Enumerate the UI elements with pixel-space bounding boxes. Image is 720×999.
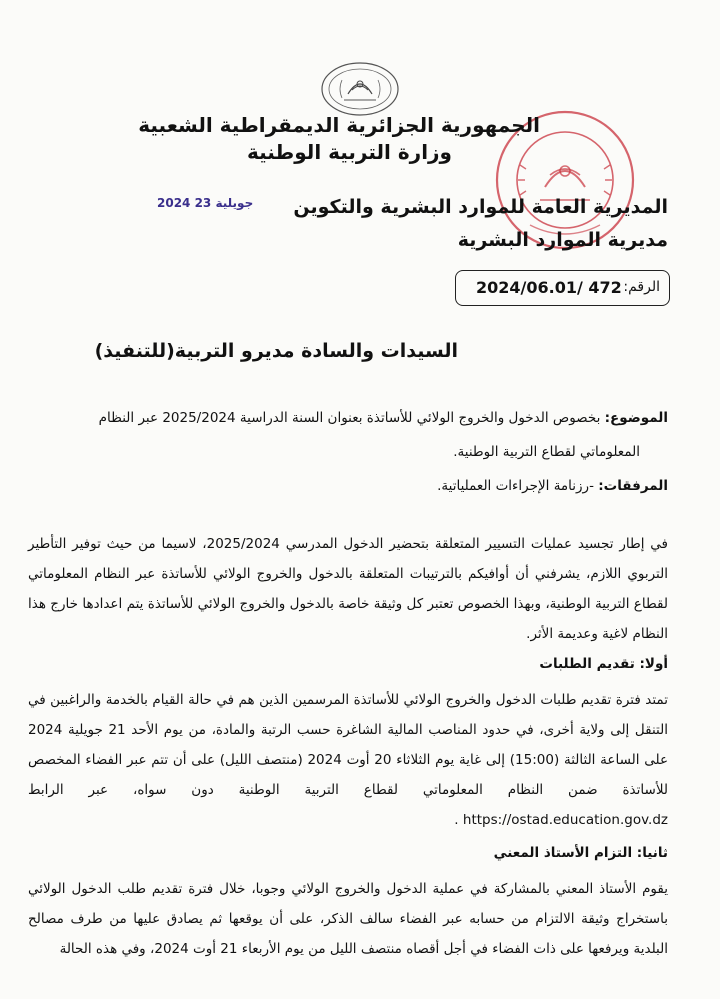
- section1-paragraph: تمتد فترة تقديم طلبات الدخول والخروج الولائي للأساتذة المرسمين الذين هم في حالة القيام بالخدمة والراغبين في التنقل إلى ولاية أخرى، في حدود المناصب المالية الشاغرة حسب الرتبة والمادة، من يوم الأحد 21 جويلية 2024 على الساعة الثالثة (15:00) إلى غاية يوم الثلاثاء 20 أوت 2024 (منتصف الليل) على أن تتم عبر الفضاء المخصص للأساتذة ضمن النظام المعلوماتي لقطاع التربية الوطنية دون سواه، عبر الرابط https://ostad.education.gov.dz .: [28, 692, 669, 828]
- subject-continuation: المعلوماتي لقطاع التربية الوطنية.: [453, 444, 640, 460]
- ministry-name: وزارة التربية الوطنية: [246, 140, 452, 164]
- attachments-line: [437, 471, 668, 501]
- reference-label: الرقم:: [623, 279, 660, 295]
- section1-title: أولا: تقديم الطلبات: [539, 656, 668, 672]
- directorate: مديرية الموارد البشرية: [457, 229, 668, 251]
- directorate-general: المديرية العامة للموارد البشرية والتكوين: [293, 196, 668, 218]
- subject-label: الموضوع:: [604, 410, 668, 426]
- attachments-text: -رزنامة الإجراءات العملياتية.: [437, 478, 594, 494]
- intro-paragraph: في إطار تجسيد عمليات التسيير المتعلقة بتحضير الدخول المدرسي 2025/2024، لاسيما من حيث توفير التأطير التربوي اللازم، يشرفني أن أوافيكم بالترتيبات المتعلقة بالدخول والخروج الولائي للأساتذة عبر النظام المعلوماتي لقطاع التربية الوطنية، وبهذا الخصوص تعتبر كل وثيقة خاصة بالدخول والخروج الولائي للأساتذة يتم اعدادها خارج هذا النظام لاغية وعديمة الأثر.: [28, 536, 668, 642]
- reference-number: 2024/06.01/ 472: [476, 278, 622, 297]
- addressee: السيدات والسادة مديرو التربية(للتنفيذ): [94, 340, 458, 362]
- date-stamp: 2024 جويلية 23: [157, 196, 254, 210]
- national-emblem-icon: [318, 60, 402, 118]
- section2-paragraph: يقوم الأستاذ المعني بالمشاركة في عملية الدخول والخروج الولائي وجوبا، خلال فترة تقديم طلب الدخول الولائي باستخراج وثيقة الالتزام من حسابه عبر الفضاء سالف الذكر، على أن يوقعها ثم يصادق عليها من طرف مصالح البلدية ويرفعها على ذات الفضاء في أجل أقصاه منتصف الليل من يوم الأربعاء 21 أوت 2024، وفي هذه الحالة: [28, 881, 668, 957]
- attachments-label: المرفقات:: [598, 478, 668, 494]
- republic-name: الجمهورية الجزائرية الديمقراطية الشعبية: [138, 113, 540, 137]
- section2-title: ثانيا: التزام الأستاذ المعني: [493, 845, 668, 861]
- subject-line: [48, 403, 668, 433]
- subject-text: بخصوص الدخول والخروج الولائي للأساتذة بعنوان السنة الدراسية 2025/2024 عبر النظام: [98, 410, 601, 426]
